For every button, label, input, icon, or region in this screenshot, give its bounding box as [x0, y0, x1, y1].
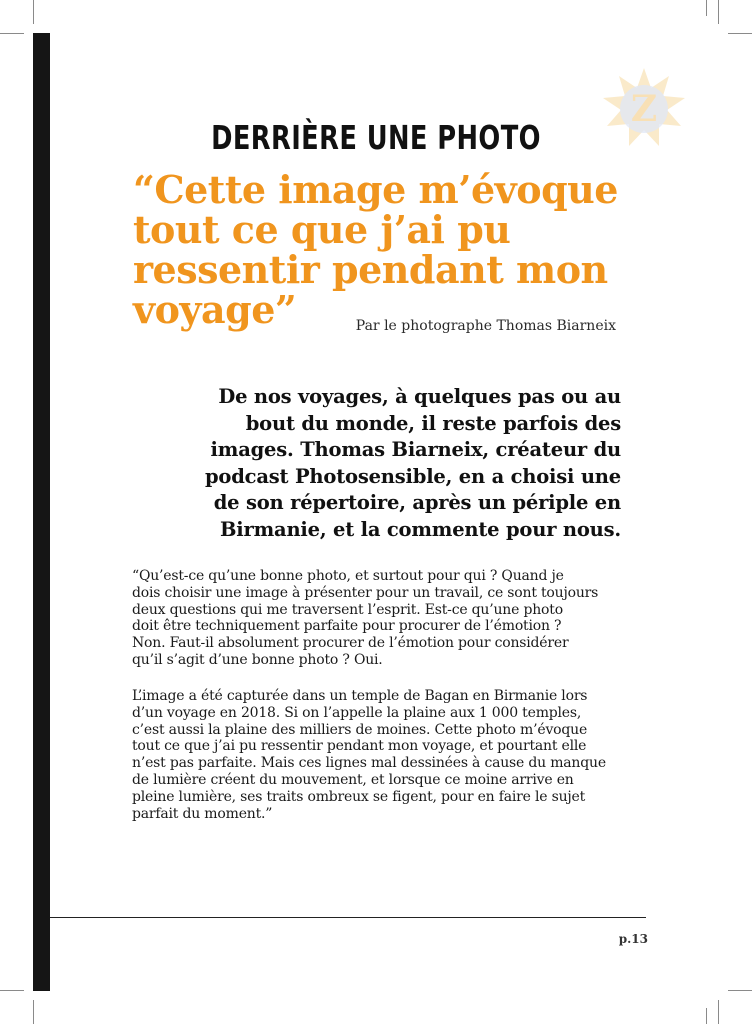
crop-mark — [706, 0, 707, 16]
lede-paragraph: De nos voyages, à quelques pas ou au bout du monde, il reste parfois des images. Thomas Biarneix, créateur du podcast Photosensible, en a choisi une de son répertoire, après un périple en Birmanie, et la commente pour nous. — [205, 385, 621, 541]
page-number: p.13 — [618, 932, 648, 946]
page-spine-bar — [33, 33, 50, 991]
crop-mark — [0, 33, 24, 34]
crop-mark — [33, 0, 34, 24]
crop-mark — [728, 990, 752, 991]
body-paragraph: L’image a été capturée dans un temple de Bagan en Birmanie lors d’un voyage en 2018. Si on l’appelle la plaine aux 1 000 temples, c’est aussi la plaine des milliers de moines. Cette photo m’évoque tout ce que j’ai pu ressentir pendant mon voyage, et pourtant elle n’est pas parfaite. Mais ces lignes mal dessinées à cause du manque de lumière créent du mouvement, et lorsque ce moine arrive en pleine lumière, ses traits ombreux se figent, pour en faire le sujet parfait du moment.” — [132, 688, 606, 822]
crop-mark — [706, 1008, 707, 1024]
body-paragraph: “Qu’est-ce qu’une bonne photo, et surtout pour qui ? Quand je dois choisir une image à présenter pour un travail, ce sont toujours deux questions qui me traversent l’esprit. Est-ce qu’une photo doit être techniquement parfaite pour procurer de l’émotion ? Non. Faut-il absolument procurer de l’émotion pour considérer qu’il s’agit d’une bonne photo ? Oui. — [132, 568, 599, 668]
crop-mark — [33, 1000, 34, 1024]
section-title: DERRIÈRE UNE PHOTO — [211, 118, 541, 157]
headline-quote: “Cette image m’évoque tout ce que j’ai pu ressentir pendant mon voyage” — [133, 167, 618, 332]
svg-text:Z: Z — [630, 88, 658, 130]
footer-divider — [50, 917, 646, 918]
crop-mark — [0, 990, 24, 991]
crop-mark — [728, 33, 752, 34]
crop-mark — [718, 1000, 719, 1024]
byline: Par le photographe Thomas Biarneix — [355, 318, 616, 334]
crop-mark — [718, 0, 719, 24]
